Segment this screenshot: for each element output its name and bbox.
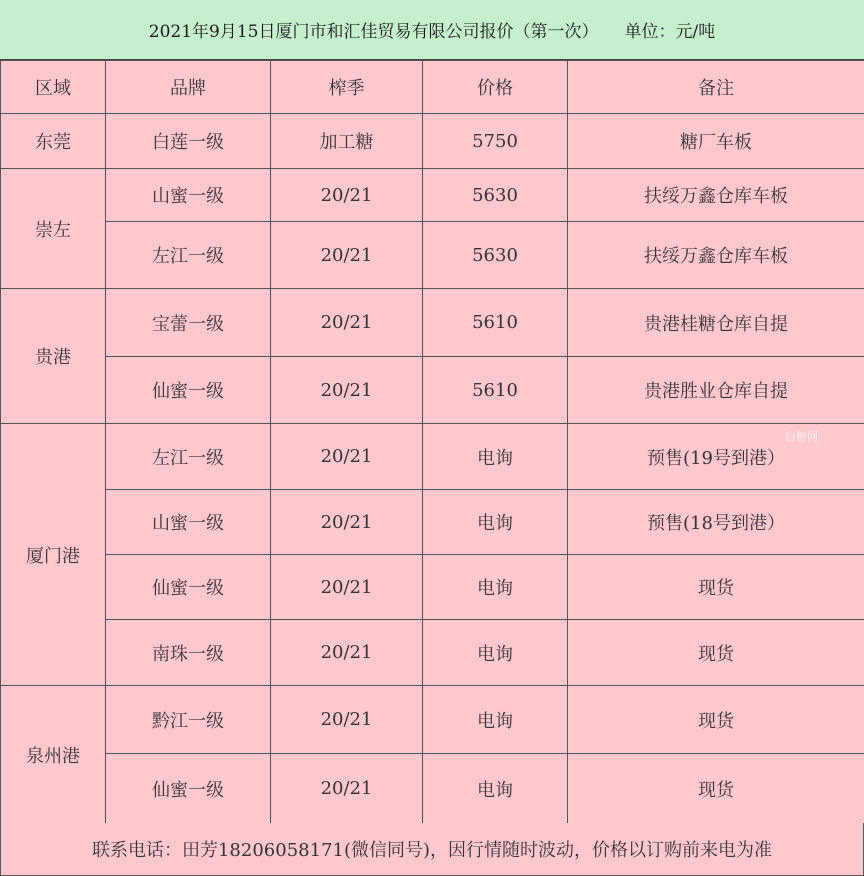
note-cell: 糖厂车板 bbox=[568, 114, 864, 169]
price-cell: 5750 bbox=[423, 114, 568, 169]
brand-cell: 黔江一级 bbox=[106, 686, 271, 754]
contact-text: 联系电话：田芳18206058171(微信同号)，因行情随时波动，价格以订购前来电为准 bbox=[91, 840, 772, 861]
brand-cell: 仙蜜一级 bbox=[106, 357, 271, 424]
note-cell: 贵港胜业仓库自提 bbox=[568, 357, 864, 424]
contact-footer bbox=[0, 823, 864, 876]
price-cell: 5630 bbox=[423, 222, 568, 289]
region-cell: 崇左 bbox=[1, 169, 106, 289]
season-cell: 20/21 bbox=[271, 424, 423, 490]
watermark-text: 白糖网 bbox=[785, 430, 818, 443]
table-row bbox=[1, 357, 864, 424]
season-cell: 20/21 bbox=[271, 555, 423, 620]
price-cell: 电询 bbox=[423, 424, 568, 490]
table-row bbox=[1, 169, 864, 222]
season-cell: 20/21 bbox=[271, 357, 423, 424]
note-cell: 扶绥万鑫仓库车板 bbox=[568, 169, 864, 222]
note-cell: 现货 bbox=[568, 754, 864, 824]
unit-label: 单位：元/吨 bbox=[624, 22, 716, 42]
sheet-title: 2021年9月15日厦门市和汇佳贸易有限公司报价（第一次） bbox=[148, 22, 599, 42]
table-row bbox=[1, 424, 864, 490]
season-cell: 20/21 bbox=[271, 222, 423, 289]
price-cell: 电询 bbox=[423, 490, 568, 555]
season-cell: 20/21 bbox=[271, 490, 423, 555]
brand-cell: 左江一级 bbox=[106, 222, 271, 289]
price-cell: 电询 bbox=[423, 620, 568, 686]
brand-cell: 仙蜜一级 bbox=[106, 754, 271, 824]
brand-cell: 宝蕾一级 bbox=[106, 289, 271, 357]
price-cell: 电询 bbox=[423, 754, 568, 824]
column-header-note: 备注 bbox=[568, 61, 864, 114]
note-cell: 贵港桂糖仓库自提 bbox=[568, 289, 864, 357]
region-cell: 厦门港 bbox=[1, 424, 106, 686]
season-cell: 20/21 bbox=[271, 289, 423, 357]
sheet-title-bar bbox=[0, 0, 864, 60]
table-row bbox=[1, 754, 864, 824]
region-cell: 泉州港 bbox=[1, 686, 106, 824]
brand-cell: 白莲一级 bbox=[106, 114, 271, 169]
table-row bbox=[1, 686, 864, 754]
brand-cell: 仙蜜一级 bbox=[106, 555, 271, 620]
price-cell: 电询 bbox=[423, 686, 568, 754]
price-cell: 5610 bbox=[423, 357, 568, 424]
table-row bbox=[1, 555, 864, 620]
note-cell: 现货 bbox=[568, 555, 864, 620]
table-row bbox=[1, 620, 864, 686]
brand-cell: 山蜜一级 bbox=[106, 169, 271, 222]
column-header-brand: 品牌 bbox=[106, 61, 271, 114]
brand-cell: 南珠一级 bbox=[106, 620, 271, 686]
price-cell: 5610 bbox=[423, 289, 568, 357]
note-cell: 预售(19号到港） bbox=[568, 424, 864, 490]
table-row bbox=[1, 114, 864, 169]
table-row bbox=[1, 289, 864, 357]
season-cell: 20/21 bbox=[271, 754, 423, 824]
price-cell: 5630 bbox=[423, 169, 568, 222]
column-header-region: 区域 bbox=[1, 61, 106, 114]
brand-cell: 山蜜一级 bbox=[106, 490, 271, 555]
price-table bbox=[0, 60, 864, 824]
price-cell: 电询 bbox=[423, 555, 568, 620]
region-cell: 东莞 bbox=[1, 114, 106, 169]
note-cell: 现货 bbox=[568, 686, 864, 754]
region-cell: 贵港 bbox=[1, 289, 106, 424]
column-header-season: 榨季 bbox=[271, 61, 423, 114]
note-cell: 扶绥万鑫仓库车板 bbox=[568, 222, 864, 289]
note-cell: 现货 bbox=[568, 620, 864, 686]
season-cell: 加工糖 bbox=[271, 114, 423, 169]
brand-cell: 左江一级 bbox=[106, 424, 271, 490]
table-row bbox=[1, 222, 864, 289]
column-header-price: 价格 bbox=[423, 61, 568, 114]
note-cell: 预售(18号到港） bbox=[568, 490, 864, 555]
season-cell: 20/21 bbox=[271, 620, 423, 686]
season-cell: 20/21 bbox=[271, 169, 423, 222]
table-row bbox=[1, 490, 864, 555]
table-header-row bbox=[1, 61, 864, 114]
season-cell: 20/21 bbox=[271, 686, 423, 754]
